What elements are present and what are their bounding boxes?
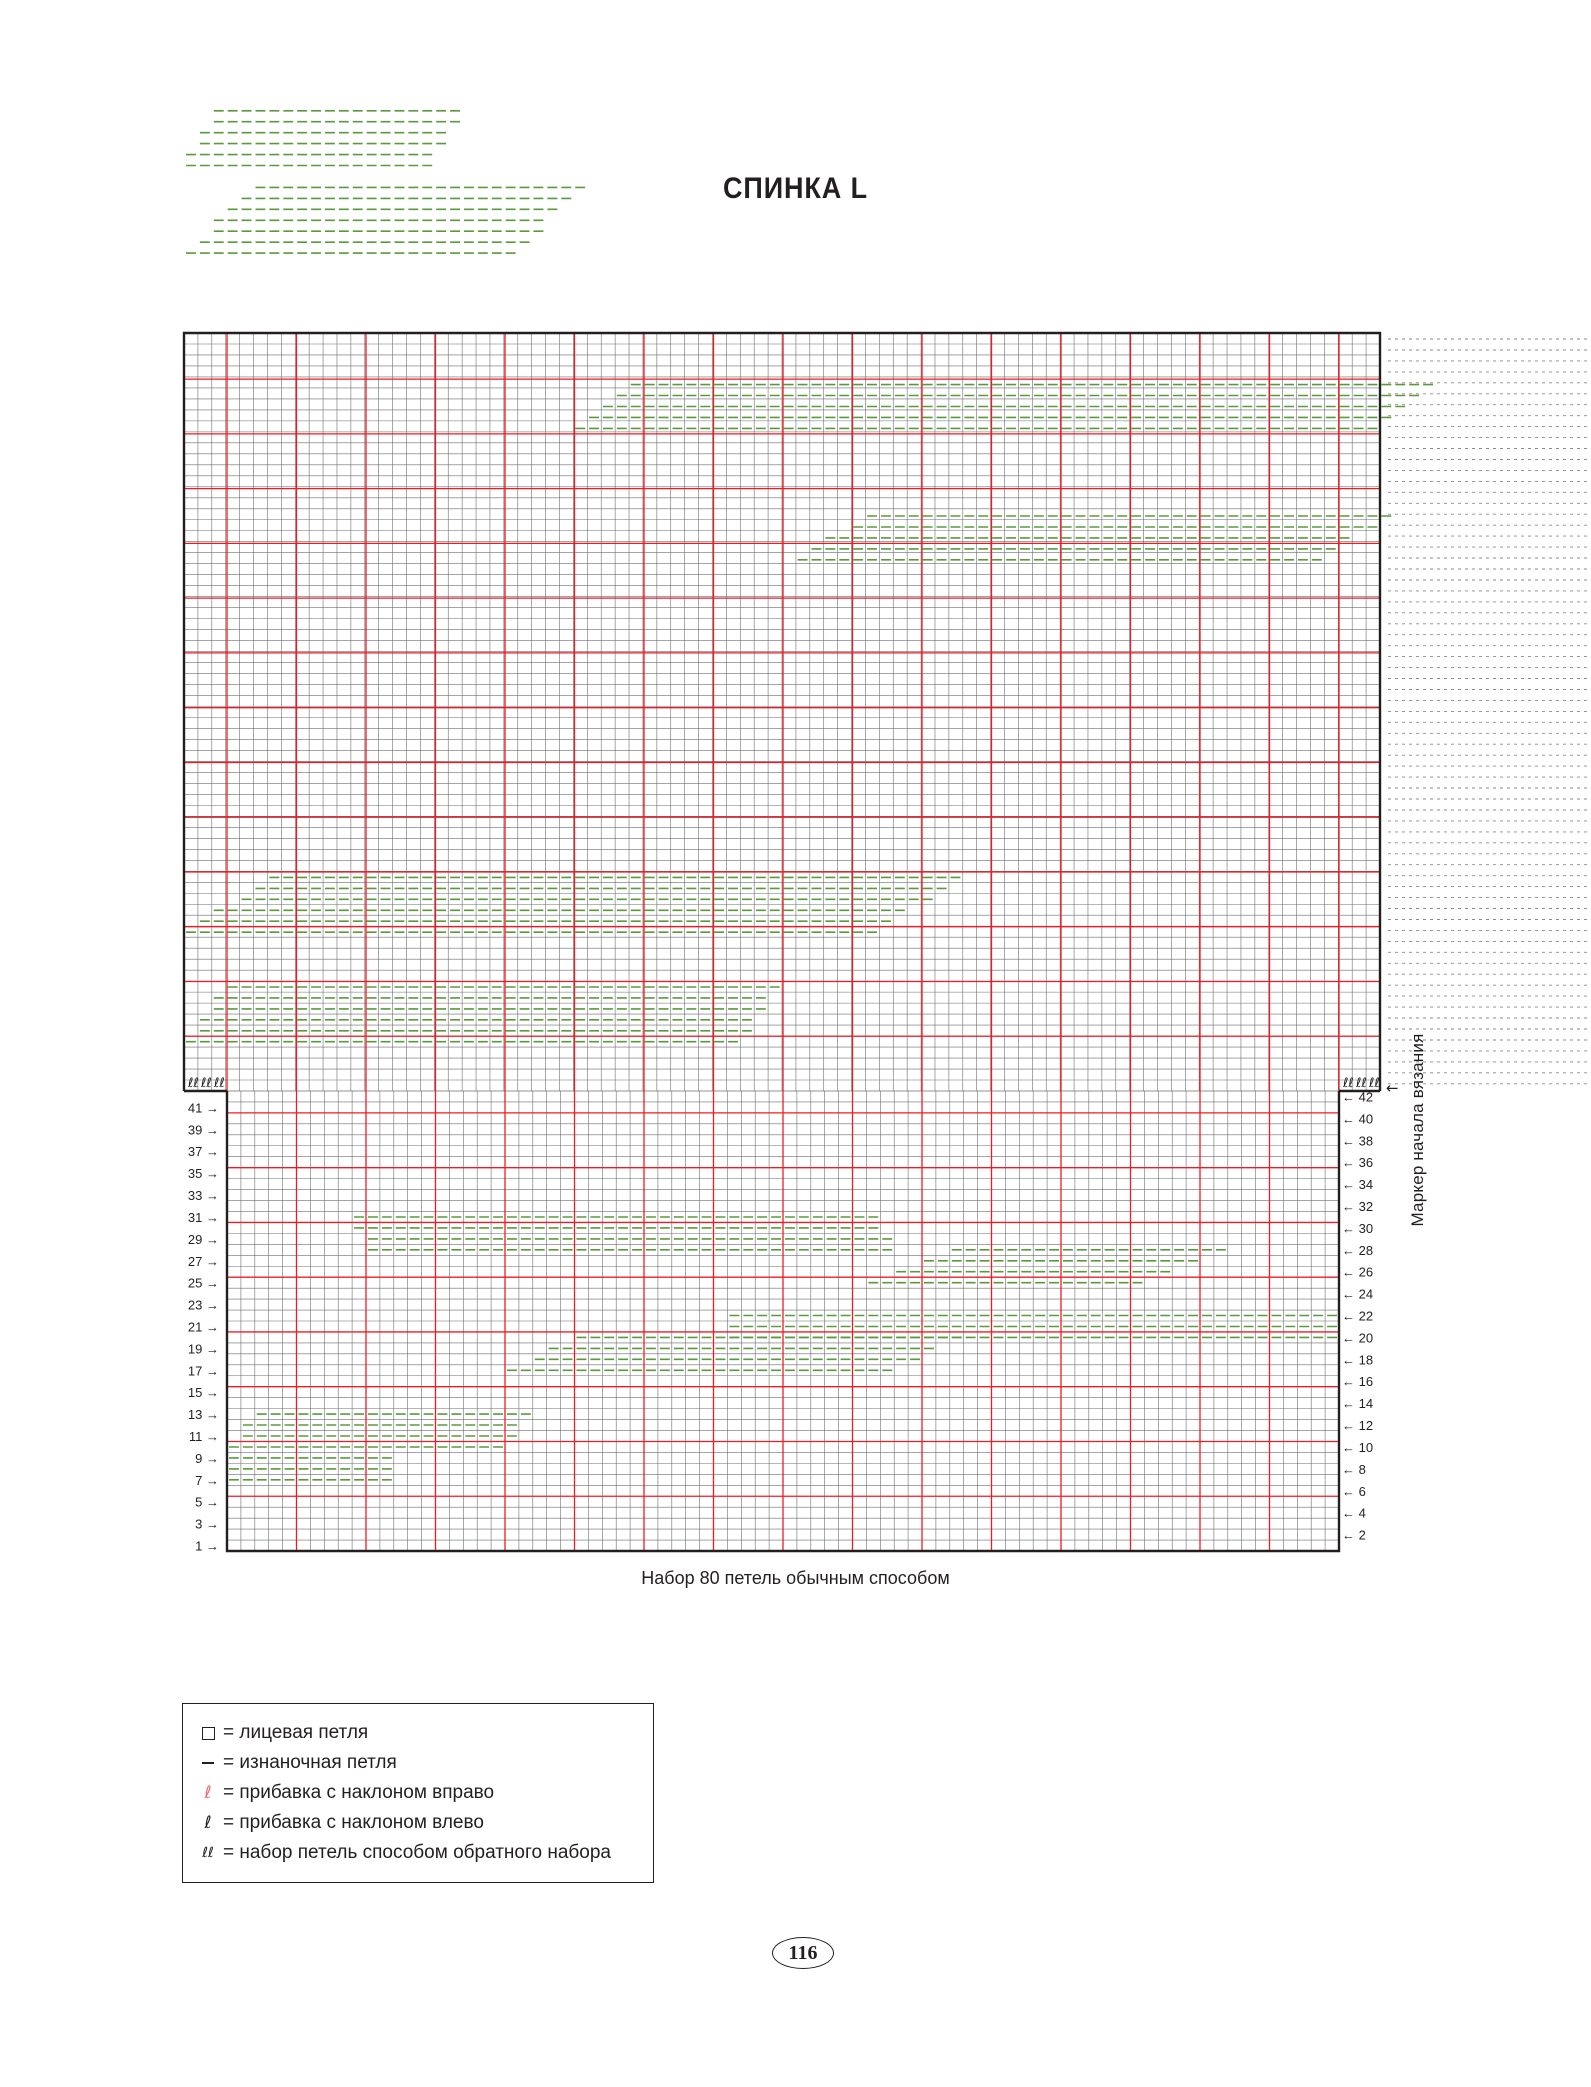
row-number-label: 33 → bbox=[187, 1188, 219, 1203]
row-number-label: 37 → bbox=[187, 1144, 219, 1160]
row-number-label: ← 2 bbox=[1342, 1527, 1366, 1543]
row-number-label: ← 8 bbox=[1342, 1461, 1366, 1477]
page-title: СПИНКА L bbox=[723, 172, 868, 205]
cast-on-loops bbox=[187, 1076, 1399, 1097]
row-number-label: ← 10 bbox=[1342, 1440, 1374, 1455]
legend-item-label: = лицевая петля bbox=[223, 1722, 369, 1743]
loop-double-icon: ℓℓ bbox=[202, 1845, 214, 1861]
legend-item-label: = изнаночная петля bbox=[223, 1752, 397, 1773]
row-number-label: ← 20 bbox=[1342, 1330, 1374, 1346]
purl-band bbox=[186, 187, 585, 253]
row-number-label: 13 → bbox=[187, 1407, 219, 1423]
row-number-label: 11 → bbox=[188, 1429, 219, 1444]
row-number-label: ← 26 bbox=[1342, 1264, 1374, 1280]
even-row-numbers bbox=[1342, 1090, 1373, 1543]
row-number-label: ← 4 bbox=[1342, 1505, 1366, 1521]
row-number-label: ← 38 bbox=[1342, 1133, 1374, 1149]
purl-stitches bbox=[186, 111, 1433, 1480]
row-number-label: 7 → bbox=[195, 1472, 219, 1488]
legend-item-label: = прибавка с наклоном вправо bbox=[223, 1782, 495, 1803]
continuation-dotted-lines bbox=[1388, 339, 1591, 1084]
row-number-label: 27 → bbox=[187, 1253, 219, 1269]
row-number-label: 3 → bbox=[195, 1516, 219, 1532]
row-number-label: 23 → bbox=[187, 1297, 219, 1313]
row-number-label: ← 22 bbox=[1342, 1308, 1374, 1324]
knit-box-icon bbox=[197, 1722, 219, 1744]
row-number-label: ← 30 bbox=[1342, 1220, 1374, 1236]
odd-row-numbers bbox=[188, 1100, 219, 1553]
row-number-label: 41 → bbox=[187, 1100, 219, 1116]
row-number-label: ← 12 bbox=[1342, 1418, 1374, 1433]
legend-item-knit bbox=[197, 1718, 639, 1748]
cast-on-loop-icon: ℓℓ bbox=[214, 1076, 225, 1091]
row-number-label: 15 → bbox=[187, 1385, 219, 1401]
cast-on-loop-icon: ℓℓ bbox=[188, 1076, 199, 1091]
legend-item-label: = прибавка с наклоном влево bbox=[223, 1812, 484, 1833]
loop-left-icon: ℓ bbox=[204, 1812, 212, 1833]
legend bbox=[182, 1703, 654, 1883]
marker-arrow-icon: ← bbox=[1386, 1079, 1399, 1097]
row-number-label: 1 → bbox=[195, 1538, 219, 1554]
loop-right-icon: ℓ bbox=[204, 1782, 212, 1803]
row-number-label: ← 16 bbox=[1342, 1374, 1374, 1390]
legend-item-backward-cast-on bbox=[197, 1838, 639, 1868]
row-number-label: 35 → bbox=[187, 1166, 219, 1182]
row-number-label: ← 24 bbox=[1342, 1286, 1374, 1302]
continuation-lines bbox=[1388, 339, 1591, 1084]
row-number-label: 17 → bbox=[187, 1363, 219, 1379]
row-number-label: ← 40 bbox=[1342, 1111, 1374, 1127]
row-number-label: ← 32 bbox=[1342, 1199, 1374, 1214]
row-number-label: ← 36 bbox=[1342, 1155, 1374, 1171]
cast-on-caption: Набор 80 петель обычным способом bbox=[641, 1568, 950, 1588]
legend-item-increase-left bbox=[197, 1808, 639, 1838]
cast-on-loop-icon: ℓℓ bbox=[1356, 1076, 1367, 1091]
row-number-label: ← 42 bbox=[1342, 1089, 1374, 1105]
row-number-label: 31 → bbox=[187, 1210, 219, 1225]
row-number-label: ← 34 bbox=[1342, 1177, 1374, 1193]
legend-item-label: = набор петель способом обратного набора bbox=[223, 1842, 611, 1863]
start-marker-label: Маркер начала вязания bbox=[1408, 1033, 1427, 1227]
row-number-label: ← 14 bbox=[1342, 1396, 1374, 1412]
row-number-label: 5 → bbox=[195, 1494, 219, 1510]
cast-on-loop-icon: ℓℓ bbox=[201, 1076, 212, 1091]
row-number-label: ← 6 bbox=[1342, 1483, 1366, 1499]
row-number-label: 39 → bbox=[187, 1122, 219, 1138]
cast-on-loop-icon: ℓℓ bbox=[1343, 1076, 1354, 1091]
row-number-label: 19 → bbox=[187, 1341, 219, 1357]
page-number: 116 bbox=[772, 1937, 834, 1969]
legend-item-increase-right bbox=[197, 1778, 639, 1808]
purl-dash-icon bbox=[197, 1752, 219, 1774]
row-number-label: 29 → bbox=[187, 1231, 219, 1247]
purl-band bbox=[575, 385, 1433, 429]
purl-band bbox=[186, 111, 460, 166]
purl-band bbox=[798, 516, 1392, 560]
row-number-label: ← 28 bbox=[1342, 1242, 1374, 1258]
legend-item-purl bbox=[197, 1748, 639, 1778]
cast-on-loop-icon: ℓℓ bbox=[1369, 1076, 1380, 1091]
row-number-label: 9 → bbox=[195, 1450, 219, 1466]
row-number-label: 25 → bbox=[187, 1275, 219, 1291]
row-number-label: ← 18 bbox=[1342, 1352, 1374, 1368]
row-number-label: 21 → bbox=[187, 1319, 219, 1335]
